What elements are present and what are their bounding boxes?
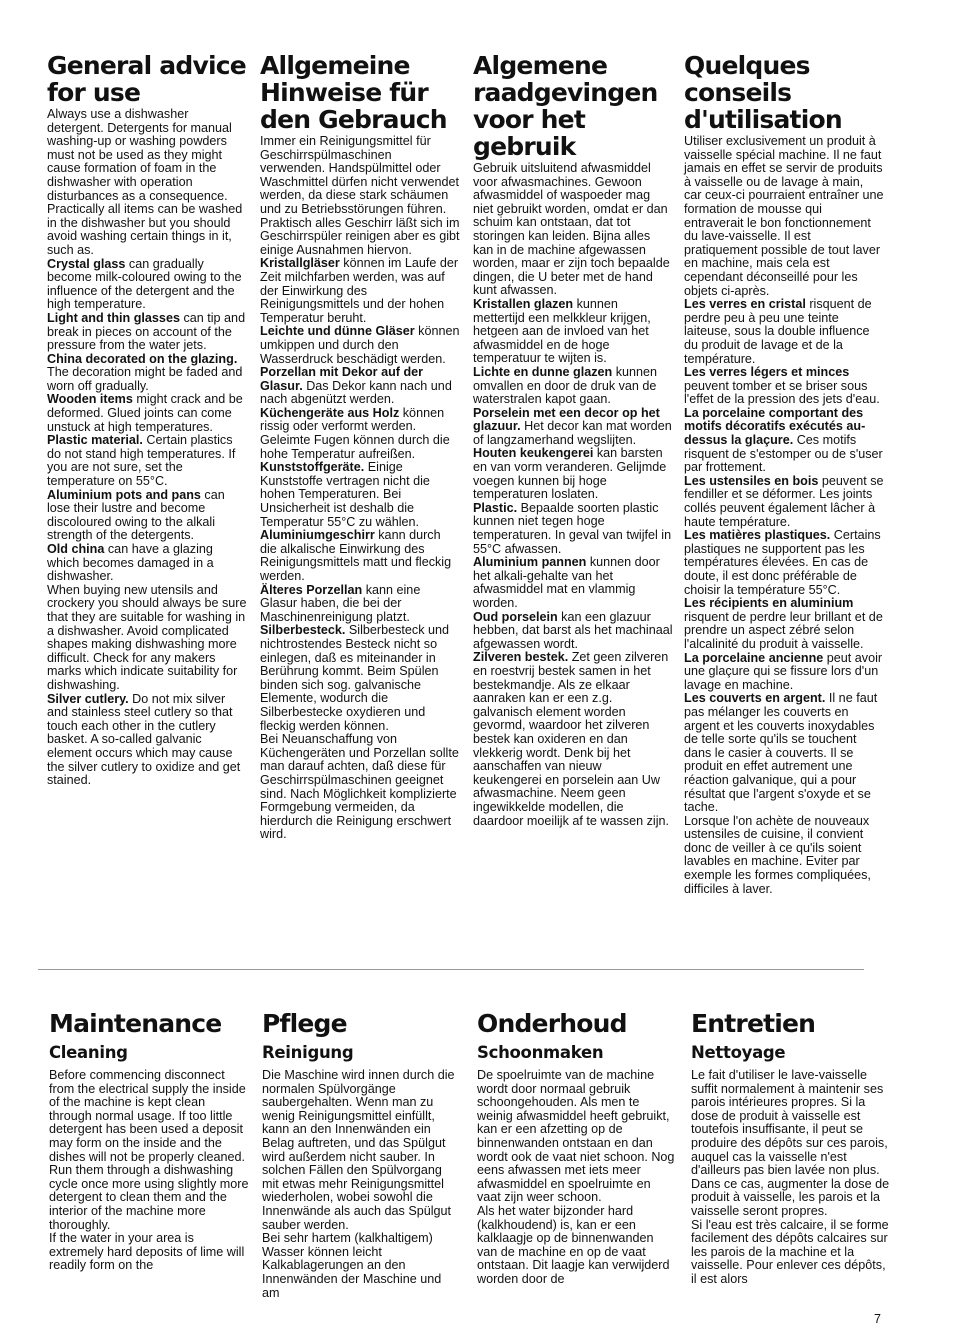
paragraph: [47, 489, 247, 543]
paragraph-lead: Crystal glass: [47, 256, 126, 271]
heading-maintenance-de: Pflege: [262, 1009, 347, 1038]
paragraph: [473, 556, 673, 610]
paragraph: [691, 1069, 891, 1219]
paragraph-text: Het decor kan mat worden of langzamerhand wegslijten.: [473, 419, 672, 447]
paragraph-lead: La porcelaine ancienne: [684, 650, 824, 665]
paragraph-text: kunnen door het alkali-gehalte van het afwasmiddel mat en vlammig worden.: [473, 555, 660, 610]
paragraph-text: Bepaalde soorten plastic kunnen niet tegen hoge temperaturen. In geval van twijfel in 55°C afwassen.: [473, 500, 672, 556]
heading-general-advice-de: Allgemeine Hinweise für den Gebrauch: [260, 51, 447, 134]
paragraph-lead: Älteres Porzellan: [260, 582, 363, 597]
paragraph: [473, 407, 673, 448]
paragraph: [260, 733, 460, 842]
body-text-maintenance-nl: [477, 1069, 677, 1287]
paragraph-text: können rissig oder verformt werden. Geleimte Fugen können durch die hohe Temperatur aufreißen.: [260, 405, 450, 461]
paragraph-lead: Les matières plastiques.: [684, 528, 831, 543]
paragraph: [47, 258, 247, 312]
body-text-en: [47, 108, 247, 788]
paragraph: [47, 693, 247, 788]
heading-general-advice-fr: Quelques conseils d'utilisation: [684, 51, 842, 134]
paragraph-text: Utiliser exclusivement un produit à vaisselle spécial machine. Il ne faut jamais en effet se servir de produits à vaisselle ou de lavage à main, car ceux-ci pourraient entraîner une formation de mousse qui entraverait le bon fonctionnement du lave-vaisselle. Il est pratiquement possible de tout laver en machine, mais cela est cependant déconseillé pour les objets ci-après.: [684, 134, 884, 298]
paragraph-lead: Light and thin glasses: [47, 310, 180, 325]
paragraph-lead: Zilveren bestek.: [473, 650, 569, 665]
paragraph-text: Als het water bijzonder hard (kalkhoudend) is, kan er een kalklaagje op de binnenwanden van de machine en op de vaat ontstaan. Dit laagje kan verwijderd worden door de: [477, 1203, 670, 1286]
paragraph-text: Zet geen zilveren en roestvrij bestek samen in het bestekmandje. Als ze elkaar aanraken kan er een z.g. galvanisch element worden gevormd, waardoor het zilveren bestek kan oxideren en dan vlekkerig wordt. Denk bij het aanschaffen van nieuw keukengerei en porselein aan Uw afwasmachine. Neem geen ingewikkelde modellen, die daardoor moeilijk af te wassen zijn.: [473, 650, 669, 828]
paragraph: [477, 1069, 677, 1205]
paragraph: [260, 257, 460, 325]
paragraph-text: kan barsten en van vorm veranderen. Gelijmde voegen kunnen bij hoge temperaturen loslaten.: [473, 446, 667, 502]
paragraph: [691, 1219, 891, 1287]
paragraph: [473, 298, 673, 366]
paragraph-lead: Plastic material.: [47, 433, 143, 448]
paragraph-lead: Silver cutlery.: [47, 691, 129, 706]
subheading-cleaning-en: Cleaning: [49, 1043, 128, 1062]
paragraph-lead: Les couverts en argent.: [684, 691, 826, 706]
paragraph-text: can gradually become milk-coloured owing to the influence of the detergent and the high temperature.: [47, 256, 242, 312]
paragraph-text: Bei sehr hartem (kalkhaltigem) Wasser können leicht Kalkablagerungen an den Innenwänden der Maschine und am: [262, 1231, 442, 1300]
paragraph-text: When buying new utensils and crockery you should always be sure that they are suitable for washing in a dishwasher. Avoid complicated shapes making dishwashing more difficult. Check for any makers marks which indicate suitability for dishwashing.: [47, 582, 247, 692]
paragraph-text: kann durch die alkalische Einwirkung des Reinigungsmittels matt und fleckig werden.: [260, 528, 452, 583]
paragraph: [260, 407, 460, 461]
heading-maintenance-nl: Onderhoud: [477, 1009, 627, 1038]
paragraph-lead: Kunststoffgeräte.: [260, 460, 365, 475]
paragraph: [684, 366, 884, 407]
paragraph: [49, 1232, 249, 1273]
paragraph: [473, 502, 673, 556]
paragraph-text: kunnen omvallen en door de druk van de waterstralen kapot gaan.: [473, 364, 658, 407]
paragraph-text: Do not mix silver and stainless steel cutlery so that touch each other in the cutlery basket. A so-called galvanic element occurs which may cause the silver cutlery to oxidize and get stained.: [47, 691, 241, 788]
paragraph: [47, 312, 247, 353]
paragraph-text: The decoration might be faded and worn off gradually.: [47, 365, 243, 393]
paragraph: [47, 543, 247, 584]
paragraph: [47, 393, 247, 434]
paragraph-text: risquent de perdre leur brillant et de prendre un aspect zébré selon l'alcalinité du produit à vaisselle.: [684, 609, 883, 651]
paragraph-lead: Lichte en dunne glazen: [473, 364, 613, 379]
section-general-advice-de: [260, 52, 460, 842]
paragraph-text: Certain plastics do not stand high temperatures. If you are not sure, set the temperature on 55°C.: [47, 433, 236, 489]
paragraph-lead: Les récipients en aluminium: [684, 596, 854, 611]
paragraph: [684, 815, 884, 897]
paragraph: [684, 692, 884, 814]
paragraph: [262, 1069, 462, 1232]
paragraph-lead: Les ustensiles en bois: [684, 473, 819, 488]
paragraph-text: Certains plastiques ne supportent pas les températures élevées. En cas de doute, il est donc préférable de choisir la température 55°C.: [684, 528, 881, 597]
subheading-cleaning-de: Reinigung: [262, 1043, 354, 1062]
paragraph: [684, 407, 884, 475]
paragraph-lead: Kristallgläser: [260, 256, 340, 271]
paragraph-text: can have a glazing which becomes damaged in a dishwasher.: [47, 542, 214, 584]
paragraph: [684, 298, 884, 366]
paragraph: [47, 434, 247, 488]
paragraph-text: can tip and break in pieces on account of the pressure from the water jets.: [47, 310, 246, 353]
section-general-advice-en: [47, 52, 247, 788]
paragraph-lead: Houten keukengerei: [473, 446, 594, 461]
paragraph: [260, 135, 460, 257]
paragraph: [473, 366, 673, 407]
paragraph-lead: Küchengeräte aus Holz: [260, 405, 400, 420]
paragraph-text: kan een glazuur hebben, dat barst als het machinaal afgewassen wordt.: [473, 609, 673, 651]
paragraph-text: kann eine Glasur haben, die bei der Maschinenreinigung platzt.: [260, 582, 421, 624]
paragraph-lead: Les verres légers et minces: [684, 365, 850, 380]
section-maintenance-nl: [477, 1010, 677, 1287]
paragraph-lead: Silberbesteck.: [260, 623, 346, 638]
subheading-cleaning-nl: Schoonmaken: [477, 1043, 604, 1062]
paragraph-text: Before commencing disconnect from the electrical supply the inside of the machine is kept clean through normal usage. If too little detergent has been used a deposit may form on the inside and the dishes will not be properly cleaned. Run them through a dishwashing cycle once more using slightly more detergent to clean them and the interior of the machine more thoroughly.: [49, 1068, 249, 1232]
paragraph-lead: Wooden items: [47, 392, 133, 407]
paragraph-text: might crack and be deformed. Glued joints can come unstuck at high temperatures.: [47, 392, 243, 434]
paragraph-text: Die Maschine wird innen durch die normalen Spülvorgänge saubergehalten. Wenn man zu wenig Reinigungsmittel einfüllt, kann an den Innenwänden ein Belag auftreten, und das Spülgut wird außerdem nicht sauber. In solchen Fällen den Spülvorgang mit etwas mehr Reinigungsmittel wiederholen, wobei sowohl die Innenwände als auch das Spülgut sauber werden.: [262, 1068, 455, 1232]
heading-general-advice-en: General advice for use: [47, 51, 246, 107]
paragraph: [47, 108, 247, 258]
heading-general-advice-nl: Algemene raadgevingen voor het gebruik: [473, 51, 658, 161]
paragraph-lead: Aluminiumgeschirr: [260, 528, 375, 543]
heading-maintenance-en: Maintenance: [49, 1009, 222, 1038]
section-general-advice-nl: [473, 52, 673, 828]
paragraph-text: Bei Neuanschaffung von Küchengeräten und Porzellan sollte man darauf achten, daß diese für Geschirrspülmaschinen geeignet sind. Nach Möglichkeit komplizierte Formgebung vermeiden, da hierdurch die Reinigung erschwert wird.: [260, 732, 459, 842]
paragraph-text: can lose their lustre and become discoloured owing to the alkali strength of the detergents.: [47, 487, 225, 543]
paragraph: [684, 135, 884, 298]
paragraph-text: peuvent se fendiller et se déformer. Les joints collés peuvent également lâcher à haute température.: [684, 473, 884, 529]
paragraph-lead: Oud porselein: [473, 609, 558, 624]
section-divider: [38, 969, 864, 970]
paragraph: [473, 651, 673, 828]
paragraph-text: Immer ein Reinigungsmittel für Geschirrspülmaschinen verwenden. Handspülmittel oder Waschmittel dürfen nicht verwendet werden, da diese stark schäumen und zu Betriebsstörungen führen. Praktisch alles Geschirr läßt sich im Geschirrspüler reinigen aber es gibt einige Ausnahmen hiervon.: [260, 134, 460, 257]
paragraph: [260, 325, 460, 366]
paragraph: [684, 652, 884, 693]
paragraph-lead: Leichte und dünne Gläser: [260, 324, 415, 339]
paragraph-text: Le fait d'utiliser le lave-vaisselle suffit normalement à maintenir ses parois intérieures propres. Si la dose de produit à vaisselle est toutefois insuffisante, il peut se produire des dépôts sur ces parois, auquel cas la vaisselle n'est d'ailleurs pas bien lavée non plus. Dans ce cas, augmenter la dose de produit à vaisselle, les parois et la vaisselle seront propres.: [691, 1068, 890, 1218]
paragraph-text: Einige Kunststoffe vertragen nicht die hohen Temperaturen. Bei Unsicherheit ist deshalb die Temperatur 55°C zu wählen.: [260, 460, 430, 529]
paragraph-text: können umkippen und durch den Wasserdruck beschädigt werden.: [260, 324, 460, 366]
paragraph-lead: Aluminium pannen: [473, 555, 587, 570]
paragraph: [47, 584, 247, 693]
paragraph-text: Das Dekor kann nach und nach abgenützt werden.: [260, 378, 452, 407]
paragraph-lead: La porcelaine comportant des motifs décoratifs exécutés au-dessus la glaçure.: [684, 405, 866, 448]
paragraph-text: De spoelruimte van de machine wordt door normaal gebruik schoongehouden. Als men te weinig afwasmiddel heeft gebruikt, kan er een afzetting op de binnenwanden ontstaan en dan wordt ook de vaat niet schoon. Nog eens afwassen met iets meer afwasmiddel en spoelruimte en vaat zijn weer schoon.: [477, 1068, 675, 1205]
body-text-maintenance-fr: [691, 1069, 891, 1287]
paragraph-lead: Porselein met een decor op het glazuur.: [473, 405, 660, 434]
paragraph: [684, 475, 884, 529]
section-maintenance-de: [262, 1010, 462, 1300]
paragraph-lead: Plastic.: [473, 500, 518, 515]
paragraph-text: Silberbesteck und nichtrostendes Besteck nicht so einlegen, daß es miteinander in Berührung kommt. Beim Spülen binden sich sog. galvanische Elemente, wodurch die Silberbestecke oxydieren und fleckig werden können.: [260, 623, 450, 733]
paragraph: [473, 611, 673, 652]
paragraph-text: Gebruik uitsluitend afwasmiddel voor afwasmachines. Gewoon afwasmiddel of waspoeder mag niet gebruikt worden, omdat er dan schuim kan ontstaan, dat tot storingen kan leiden. Bijna alles kan in de machine afgewassen worden, maar er zijn toch bepaalde dingen, die U beter met de hand kunt afwassen.: [473, 161, 670, 298]
paragraph-lead: China decorated on the glazing.: [47, 351, 238, 366]
paragraph-lead: Porzellan mit Dekor auf der Glasur.: [260, 365, 424, 393]
paragraph-text: peut avoir une glaçure qui se fissure lors d'un lavage en machine.: [684, 650, 883, 692]
paragraph: [477, 1205, 677, 1287]
paragraph: [47, 353, 247, 394]
paragraph-lead: Les verres en cristal: [684, 297, 806, 312]
paragraph: [260, 461, 460, 529]
paragraph-text: If the water in your area is extremely hard deposits of lime will readily form on the: [49, 1231, 245, 1273]
paragraph: [473, 162, 673, 298]
body-text-de: [260, 135, 460, 842]
paragraph: [260, 584, 460, 625]
paragraph: [473, 447, 673, 501]
paragraph-lead: Old china: [47, 542, 105, 556]
paragraph: [262, 1232, 462, 1300]
section-general-advice-fr: [684, 52, 884, 896]
paragraph-text: Si l'eau est très calcaire, il se forme facilement des dépôts calcaires sur les parois de la machine et la vaisselle. Pour enlever ces dépôts, il est alors: [691, 1217, 889, 1286]
body-text-maintenance-en: [49, 1069, 249, 1273]
paragraph: [49, 1069, 249, 1232]
section-maintenance-fr: [691, 1010, 891, 1287]
paragraph: [684, 597, 884, 651]
paragraph-text: Always use a dishwasher detergent. Detergents for manual washing-up or washing powders must not be used as they might cause formation of foam in the dishwasher with operation disturbances as a consequence. Practically all items can be washed in the dishwasher but you should avoid washing certain things in it, such as.: [47, 107, 243, 257]
page-number: 7: [874, 1312, 881, 1326]
paragraph-text: Il ne faut pas mélanger les couverts en argent et les couverts inoxydables de telle sorte qu'ils se touchent dans le casier à couverts. Il se produit en effet autrement une réaction galvanique, qui a pour résultat que l'argent s'oxyde et se tache.: [684, 691, 878, 815]
paragraph-lead: Kristallen glazen: [473, 296, 574, 311]
subheading-cleaning-fr: Nettoyage: [691, 1043, 786, 1062]
paragraph: [684, 529, 884, 597]
paragraph-lead: Aluminium pots and pans: [47, 487, 201, 502]
paragraph-text: Lorsque l'on achète de nouveaux ustensiles de cuisine, il convient donc de veiller à ce qu'ils soient lavables en machine. Eviter par exemple les formes compliquées, difficiles à laver.: [684, 813, 871, 896]
section-maintenance-en: [49, 1010, 249, 1273]
paragraph: [260, 366, 460, 407]
paragraph: [260, 529, 460, 583]
paragraph-text: Ces motifs risquent de s'estomper ou de s'user par frottement.: [684, 433, 883, 475]
paragraph: [260, 624, 460, 733]
body-text-fr: [684, 135, 884, 896]
paragraph-text: risquent de perdre peu à peu une teinte laiteuse, sous la double influence du produit de lavage et de la température.: [684, 297, 872, 366]
paragraph-text: können im Laufe der Zeit milchfarben werden, was auf der Einwirkung des Reinigungsmittels und der hohen Temperatur beruht.: [260, 256, 459, 325]
body-text-maintenance-de: [262, 1069, 462, 1300]
paragraph-text: peuvent tomber et se briser sous l'effet de la pression des jets d'eau.: [684, 378, 880, 407]
paragraph-text: kunnen mettertijd een melkkleur krijgen, hetgeen aan de invloed van het afwasmiddel en de hoge temperatuur te wijten is.: [473, 296, 651, 366]
heading-maintenance-fr: Entretien: [691, 1009, 816, 1038]
body-text-nl: [473, 162, 673, 828]
